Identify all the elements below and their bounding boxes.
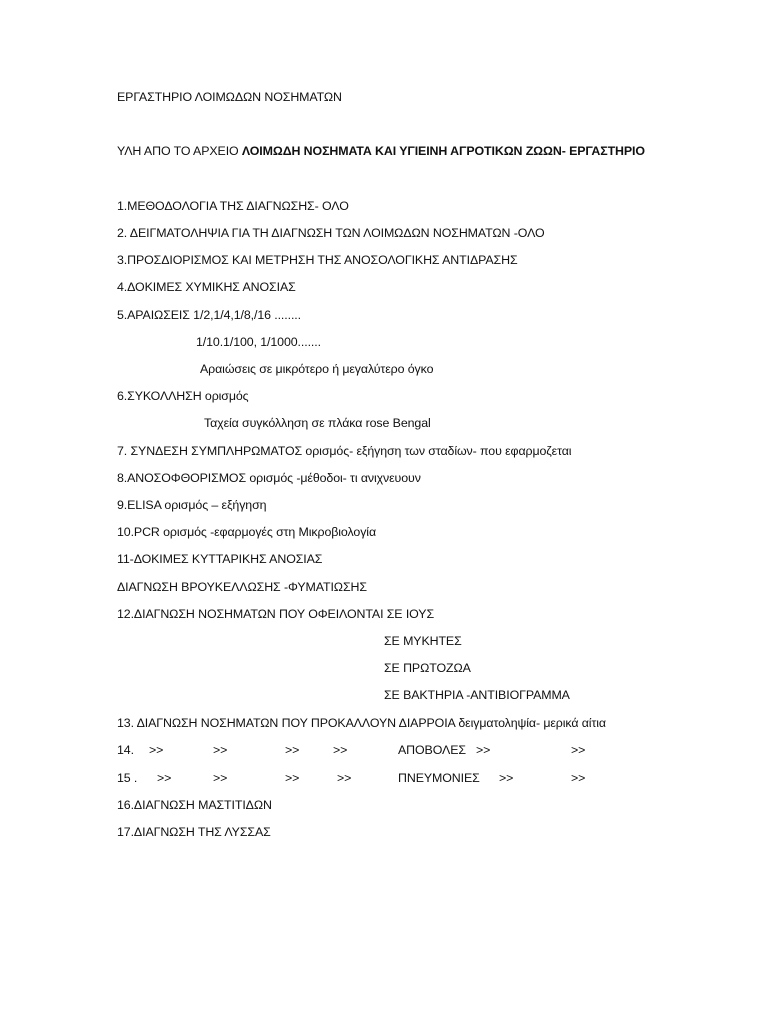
item-14-ditto-3: >> [285, 743, 300, 757]
document-title: ΕΡΓΑΣΤΗΡΙΟ ΛΟΙΜΩΔΩΝ ΝΟΣΗΜΑΤΩΝ [117, 90, 342, 104]
item-9: 9.ELISA ορισμός – εξήγηση [117, 498, 267, 512]
document-subtitle [117, 143, 645, 159]
item-3: 3.ΠΡΟΣΔΙΟΡΙΣΜΟΣ ΚΑΙ ΜΕΤΡΗΣΗ ΤΗΣ ΑΝΟΣΟΛΟΓΙΚΗΣ ΑΝΤΙΔΡΑΣΗΣ [117, 253, 518, 267]
item-15-ditto-6: >> [571, 771, 586, 785]
item-5-sub-2: Αραιώσεις σε μικρότερο ή μεγαλύτερο όγκο [200, 362, 434, 376]
item-11-sub: ΔΙΑΓΝΩΣΗ ΒΡΟΥΚΕΛΛΩΣΗΣ -ΦΥΜΑΤΙΩΣΗΣ [117, 580, 367, 594]
item-11: 11-ΔΟΚΙΜΕΣ ΚΥΤΤΑΡΙΚΗΣ ΑΝΟΣΙΑΣ [117, 552, 323, 566]
item-5: 5.ΑΡΑΙΩΣΕΙΣ 1/2,1/4,1/8,/16 ........ [117, 308, 301, 322]
item-10: 10.PCR ορισμός -εφαρμογές στη Μικροβιολογία [117, 525, 377, 539]
item-14-ditto-6: >> [571, 743, 586, 757]
item-8: 8.ΑΝΟΣΟΦΘΟΡΙΣΜΟΣ ορισμός -μέθοδοι- τι ανιχνευουν [117, 471, 421, 485]
item-12-sub-1: ΣΕ ΜΥΚΗΤΕΣ [384, 634, 462, 648]
item-14-number: 14. [117, 743, 134, 757]
item-14-ditto-2: >> [213, 743, 228, 757]
item-16: 16.ΔΙΑΓΝΩΣΗ ΜΑΣΤΙΤΙΔΩΝ [117, 798, 272, 812]
item-17: 17.ΔΙΑΓΝΩΣΗ ΤΗΣ ΛΥΣΣΑΣ [117, 825, 271, 839]
item-5-sub-1: 1/10.1/100, 1/1000....... [196, 335, 321, 349]
subtitle-prefix: ΥΛΗ ΑΠΟ ΤΟ ΑΡΧΕΙΟ [117, 144, 242, 158]
item-12: 12.ΔΙΑΓΝΩΣΗ ΝΟΣΗΜΑΤΩΝ ΠΟΥ ΟΦΕΙΛΟΝΤΑΙ ΣΕ ΙΟΥΣ [117, 607, 435, 621]
item-15-ditto-2: >> [213, 771, 228, 785]
item-15-ditto-1: >> [157, 771, 172, 785]
item-14-ditto-4: >> [333, 743, 348, 757]
item-7: 7. ΣΥΝΔΕΣΗ ΣΥΜΠΛΗΡΩΜΑΤΟΣ ορισμός- εξήγηση των σταδίων- που εφαρμοζεται [117, 444, 572, 458]
subtitle-bold: ΛΟΙΜΩΔΗ ΝΟΣΗΜΑΤΑ ΚΑΙ ΥΓΙΕΙΝΗ ΑΓΡΟΤΙΚΩΝ ΖΩΩΝ- ΕΡΓΑΣΤΗΡΙΟ [241, 144, 645, 158]
item-6: 6.ΣΥΚΟΛΛΗΣΗ ορισμός [117, 389, 249, 403]
item-6-sub: Ταχεία συγκόλληση σε πλάκα rose Bengal [204, 416, 431, 430]
item-15-ditto-5: >> [499, 771, 514, 785]
item-1: 1.ΜΕΘΟΔΟΛΟΓΙΑ ΤΗΣ ΔΙΑΓΝΩΣΗΣ- ΟΛΟ [117, 199, 349, 213]
item-13: 13. ΔΙΑΓΝΩΣΗ ΝΟΣΗΜΑΤΩΝ ΠΟΥ ΠΡΟΚΑΛΛΟΥΝ ΔΙΑΡΡΟΙΑ δειγματοληψία- μερικά αίτια [117, 716, 606, 730]
item-12-sub-3: ΣΕ ΒΑΚΤΗΡΙΑ -ΑΝΤΙΒΙΟΓΡΑΜΜΑ [384, 688, 570, 702]
item-15-ditto-3: >> [285, 771, 300, 785]
item-15-label: ΠΝΕΥΜΟΝΙΕΣ [398, 771, 480, 785]
item-14-label: ΑΠΟΒΟΛΕΣ [398, 743, 466, 757]
item-14-ditto-1: >> [149, 743, 164, 757]
item-15-number: 15 . [117, 771, 138, 785]
item-4: 4.ΔΟΚΙΜΕΣ ΧΥΜΙΚΗΣ ΑΝΟΣΙΑΣ [117, 280, 296, 294]
item-14-ditto-5: >> [476, 743, 491, 757]
item-12-sub-2: ΣΕ ΠΡΩΤΟΖΩΑ [384, 661, 471, 675]
item-15-ditto-4: >> [337, 771, 352, 785]
item-2: 2. ΔΕΙΓΜΑΤΟΛΗΨΙΑ ΓΙΑ ΤΗ ΔΙΑΓΝΩΣΗ ΤΩΝ ΛΟΙΜΩΔΩΝ ΝΟΣΗΜΑΤΩΝ -ΟΛΟ [117, 226, 545, 240]
